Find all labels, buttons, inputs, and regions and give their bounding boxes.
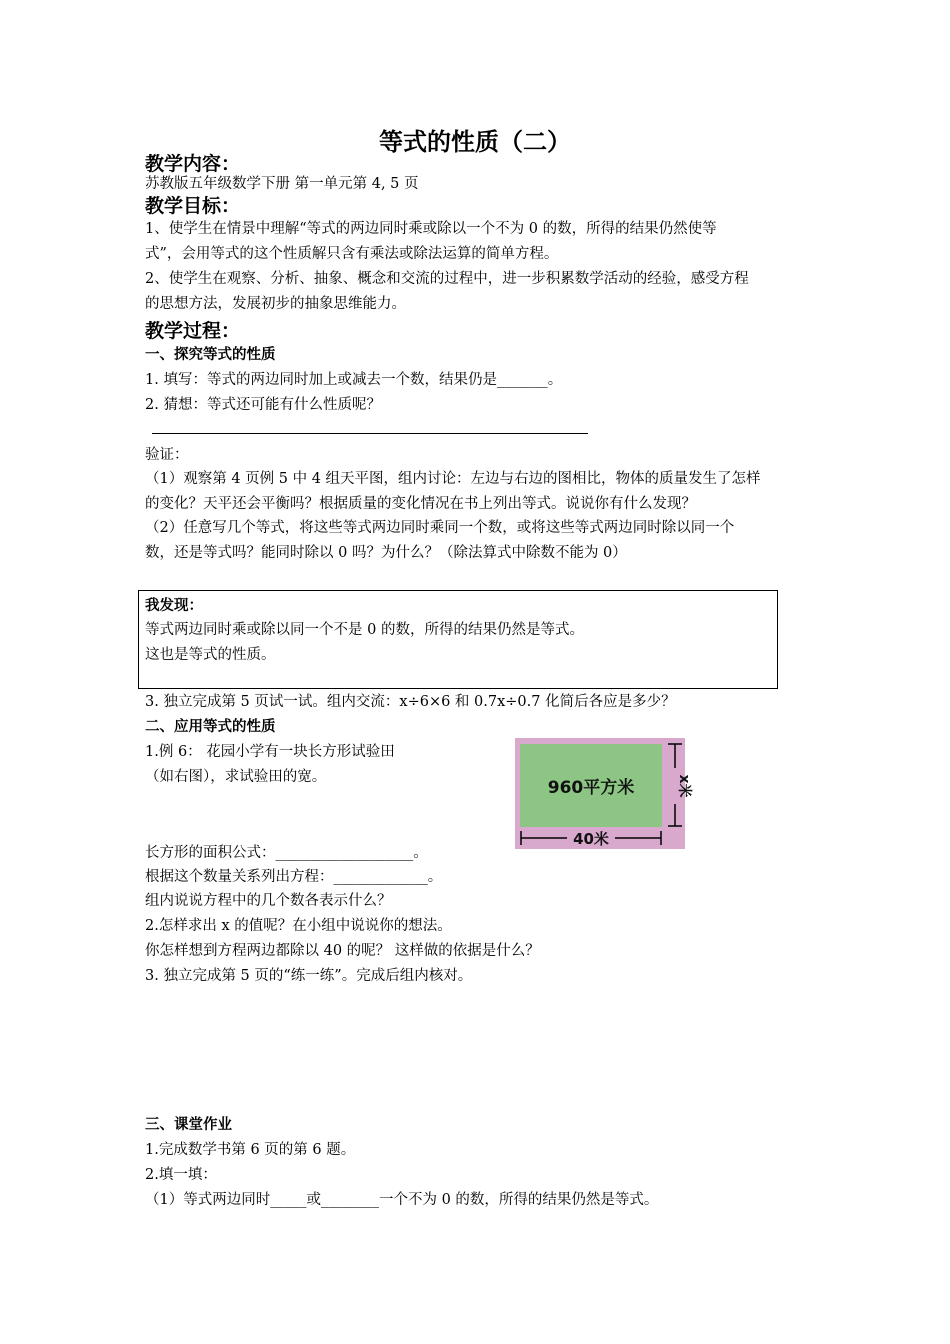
formula-line: 长方形的面积公式：___________________。 [145,845,428,861]
area-label: 960平方米 [547,778,635,798]
discussion-line: 组内说说方程中的几个数各表示什么？ [145,893,392,909]
section1-title: 一、探究等式的性质 [145,347,276,363]
homework-line: 2.填一填： [145,1167,217,1183]
finding-label: 我发现： [145,598,203,614]
solve-line: 2.怎样求出 x 的值呢？在小组中说说你的想法。 [145,918,452,934]
homework-line: 1.完成数学书第 6 页的第 6 题。 [145,1142,356,1158]
goals-heading: 教学目标： [145,195,241,217]
height-label: x米 [676,774,692,798]
question-3: 3. 独立完成第 5 页试一试。组内交流：x÷6×6 和 0.7x÷0.7 化简后各应是多少？ [145,694,676,710]
finding-line: 等式两边同时乘或除以同一个不是 0 的数，所得的结果仍然是等式。 [145,622,584,638]
finding-line: 这也是等式的性质。 [145,647,276,663]
goal-line: 式”，会用等式的这个性质解只含有乘法或除法运算的简单方程。 [145,246,559,262]
width-label: 40米 [573,830,609,848]
rectangle-field-figure [515,738,692,849]
example-line: 1.例 6： 花园小学有一块长方形试验田 [145,744,395,760]
verify-2a: （2）任意写几个等式，将这些等式两边同时乘同一个数，或将这些等式两边同时除以同一个 [145,520,735,536]
question-2: 2. 猜想：等式还可能有什么性质呢？ [145,397,381,413]
practice-line: 3. 独立完成第 5 页的“练一练”。完成后组内核对。 [145,968,473,984]
question-1: 1. 填写：等式的两边同时加上或减去一个数，结果仍是_______。 [145,372,563,388]
goal-line: 的思想方法，发展初步的抽象思维能力。 [145,296,406,312]
goal-line: 2、使学生在观察、分析、抽象、概念和交流的过程中，进一步积累数学活动的经验，感受方程 [145,271,749,287]
equation-line: 根据这个数量关系列出方程：_____________。 [145,869,443,885]
goal-line: 1、使学生在情景中理解“等式的两边同时乘或除以一个不为 0 的数，所得的结果仍然使等 [145,221,717,237]
answer-line [152,433,588,434]
verify-2b: 数，还是等式吗？能同时除以 0 吗？为什么？（除法算式中除数不能为 0） [145,545,627,561]
content-text: 苏教版五年级数学下册 第一单元第 4, 5 页 [145,176,419,192]
verify-1b: 的变化？天平还会平衡吗？根据质量的变化情况在书上列出等式。说说你有什么发现？ [145,496,696,512]
reason-line: 你怎样想到方程两边都除以 40 的呢？ 这样做的依据是什么？ [145,943,540,959]
section3-title: 三、课堂作业 [145,1117,232,1133]
verify-label: 验证： [145,447,189,463]
page-title: 等式的性质（二） [379,128,571,156]
content-heading: 教学内容： [145,153,241,175]
section2-title: 二、应用等式的性质 [145,719,276,735]
verify-1a: （1）观察第 4 页例 5 中 4 组天平图，组内讨论：左边与右边的图相比，物体的质量发生了怎样 [145,471,761,487]
example-line: （如右图），求试验田的宽。 [145,769,327,785]
homework-line: （1）等式两边同时_____或________一个不为 0 的数，所得的结果仍然是等式。 [145,1192,659,1208]
process-heading: 教学过程： [145,320,241,342]
finding-box [138,590,778,689]
